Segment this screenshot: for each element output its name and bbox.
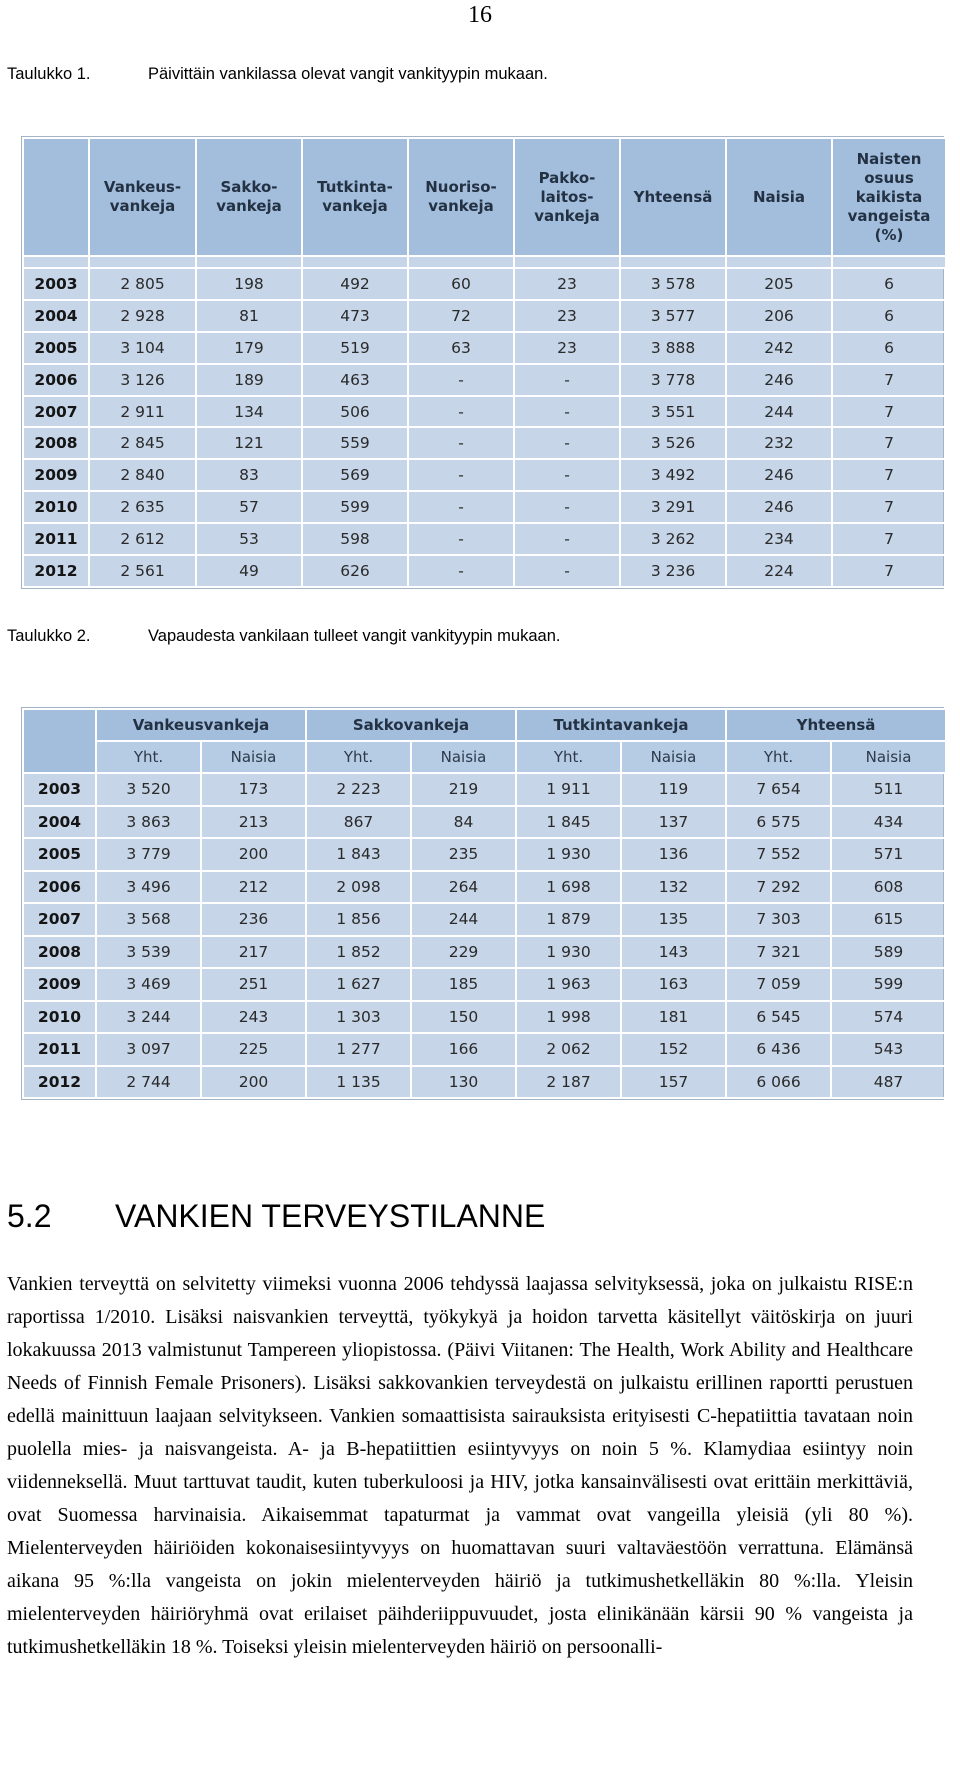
year-cell: 2010 [23, 491, 89, 523]
value-cell: 137 [621, 806, 726, 839]
value-cell: 63 [408, 332, 514, 364]
table-row [23, 773, 946, 806]
value-cell: 1 303 [306, 1001, 411, 1034]
value-cell: 2 911 [89, 396, 196, 428]
value-cell: 3 244 [96, 1001, 201, 1034]
table1-col-header: Naisia [726, 138, 832, 256]
value-cell: - [514, 555, 620, 587]
value-cell: 473 [302, 300, 408, 332]
value-cell: 181 [621, 1001, 726, 1034]
value-cell: 217 [201, 936, 306, 969]
value-cell: 7 [832, 555, 946, 587]
value-cell: 3 236 [620, 555, 726, 587]
value-cell: 599 [302, 491, 408, 523]
value-cell: - [514, 396, 620, 428]
table2-subheader: Yht. [96, 741, 201, 773]
value-cell: 3 539 [96, 936, 201, 969]
value-cell: 246 [726, 491, 832, 523]
value-cell: 608 [831, 871, 946, 904]
table1 [21, 136, 944, 589]
value-cell: - [408, 427, 514, 459]
section-body-text: Vankien terveyttä on selvitetty viimeksi vuonna 2006 tehdyssä laajassa selvityksessä, joka on julkaistu RISE:n raportissa 1/2010. Lisäksi naisvankien terveyttä, työkykyä ja hoidon tarvetta käsitellyt väitöskirja on juuri lokakuussa 2013 valmistunut Tampereen yliopistossa. (Päivi Viitanen: The Health, Work Ability and Healthcare Needs of Finnish Female Prisoners). Lisäksi sakkovankien terveydestä on julkaistu erillinen raportti perustuen edellä mainittuun laajaan selvitykseen. Vankien somaattisista sairauksista erityisesti C-hepatiittia tavataan noin puolella mies- ja naisvangeista. A- ja B-hepatiittien esiintyvyys on noin 5 %. Klamydiaa esiintyy noin viidenneksellä. Muut tarttuvat taudit, kuten tuberkuloosi ja HIV, jotka kansainvälisesti ovat erittäin merkittäviä, ovat Suomessa harvinaisia. Aikaisemmat tapaturmat ja vammat ovat vangeilla yleisiä (yli 80 %). Mielenterveyden häiriöiden kokonaisesiintyvyys on huomattavan suuri valtaväestöön verrattuna. Elämänsä aikana 95 %:lla vangeista on jokin mielenterveyden häiriö ja tutkimushetkelläkin 80 %:lla. Yleisin mielenterveyden häiriöryhmä ovat erilaiset päihderiippuvuudet, josta elinikänään kärsii 90 % vangeista ja tutkimushetkelläkin 18 %. Toiseksi yleisin mielenterveyden häiriö on persoonalli- [7, 1273, 913, 1658]
section-heading [7, 1198, 545, 1235]
value-cell: 198 [196, 268, 302, 300]
value-cell: 264 [411, 871, 516, 904]
value-cell: 244 [411, 903, 516, 936]
value-cell: 185 [411, 968, 516, 1001]
value-cell: 224 [726, 555, 832, 587]
value-cell: 3 577 [620, 300, 726, 332]
value-cell: 3 097 [96, 1033, 201, 1066]
value-cell: 152 [621, 1033, 726, 1066]
value-cell: 1 998 [516, 1001, 621, 1034]
value-cell: 6 [832, 268, 946, 300]
value-cell: 83 [196, 459, 302, 491]
table1-col-header: Nuoriso-vankeja [408, 138, 514, 256]
table-row [23, 332, 946, 364]
value-cell: 2 635 [89, 491, 196, 523]
table2-subheader: Naisia [621, 741, 726, 773]
table2-caption-text: Vapaudesta vankilaan tulleet vangit vankityypin mukaan. [148, 627, 561, 645]
value-cell: 463 [302, 364, 408, 396]
value-cell: 2 612 [89, 523, 196, 555]
value-cell: 1 879 [516, 903, 621, 936]
year-cell: 2009 [23, 968, 96, 1001]
table-row [23, 459, 946, 491]
value-cell: 3 520 [96, 773, 201, 806]
table2-subheader: Yht. [306, 741, 411, 773]
table1-grid [22, 137, 947, 588]
year-cell: 2004 [23, 806, 96, 839]
value-cell: 84 [411, 806, 516, 839]
value-cell: 49 [196, 555, 302, 587]
year-cell: 2006 [23, 364, 89, 396]
value-cell: - [514, 491, 620, 523]
value-cell: - [408, 459, 514, 491]
value-cell: 3 888 [620, 332, 726, 364]
table2-subheader: Naisia [411, 741, 516, 773]
table-row [23, 300, 946, 332]
table2-group-header: Vankeusvankeja [96, 709, 306, 741]
value-cell: 1 277 [306, 1033, 411, 1066]
value-cell: 23 [514, 332, 620, 364]
value-cell: 2 223 [306, 773, 411, 806]
value-cell: 243 [201, 1001, 306, 1034]
value-cell: 3 779 [96, 838, 201, 871]
value-cell: 571 [831, 838, 946, 871]
table2-subheader: Yht. [516, 741, 621, 773]
value-cell: 7 059 [726, 968, 831, 1001]
table-row [23, 1001, 946, 1034]
table2-subheader: Yht. [726, 741, 831, 773]
year-cell: 2007 [23, 396, 89, 428]
value-cell: 189 [196, 364, 302, 396]
value-cell: 229 [411, 936, 516, 969]
value-cell: 2 187 [516, 1066, 621, 1099]
value-cell: 23 [514, 300, 620, 332]
year-cell: 2012 [23, 555, 89, 587]
value-cell: 598 [302, 523, 408, 555]
value-cell: 235 [411, 838, 516, 871]
year-cell: 2012 [23, 1066, 96, 1099]
year-cell: 2006 [23, 871, 96, 904]
value-cell: 246 [726, 459, 832, 491]
table-row [23, 1033, 946, 1066]
value-cell: 492 [302, 268, 408, 300]
value-cell: 23 [514, 268, 620, 300]
value-cell: 7 [832, 459, 946, 491]
table2-group-row [23, 709, 946, 741]
table1-col-header: Naisten osuus kaikista vangeista (%) [832, 138, 946, 256]
value-cell: 2 845 [89, 427, 196, 459]
value-cell: 589 [831, 936, 946, 969]
value-cell: 543 [831, 1033, 946, 1066]
table1-col-header: Vankeus-vankeja [89, 138, 196, 256]
table2-caption [7, 627, 560, 646]
table1-col-header: Tutkinta-vankeja [302, 138, 408, 256]
section-title: VANKIEN TERVEYSTILANNE [115, 1198, 546, 1234]
table2-grid [22, 708, 947, 1099]
value-cell: 7 [832, 364, 946, 396]
table2 [21, 707, 944, 1100]
table1-caption [7, 65, 548, 84]
table-row [23, 871, 946, 904]
value-cell: - [514, 459, 620, 491]
value-cell: 519 [302, 332, 408, 364]
value-cell: 6 066 [726, 1066, 831, 1099]
value-cell: 53 [196, 523, 302, 555]
table-row [23, 268, 946, 300]
value-cell: 225 [201, 1033, 306, 1066]
value-cell: 1 911 [516, 773, 621, 806]
table1-col-header: Sakko-vankeja [196, 138, 302, 256]
value-cell: 1 627 [306, 968, 411, 1001]
value-cell: 60 [408, 268, 514, 300]
year-cell: 2005 [23, 838, 96, 871]
table-row [23, 396, 946, 428]
value-cell: 2 928 [89, 300, 196, 332]
table2-subheader: Naisia [201, 741, 306, 773]
value-cell: 157 [621, 1066, 726, 1099]
value-cell: 72 [408, 300, 514, 332]
section-number: 5.2 [7, 1198, 52, 1234]
value-cell: 559 [302, 427, 408, 459]
table1-spacer [23, 256, 946, 268]
value-cell: 2 805 [89, 268, 196, 300]
year-cell: 2005 [23, 332, 89, 364]
value-cell: 119 [621, 773, 726, 806]
value-cell: 7 292 [726, 871, 831, 904]
value-cell: 487 [831, 1066, 946, 1099]
value-cell: 867 [306, 806, 411, 839]
table2-group-header: Yhteensä [726, 709, 946, 741]
value-cell: 511 [831, 773, 946, 806]
value-cell: 234 [726, 523, 832, 555]
table1-corner [23, 138, 89, 256]
value-cell: 163 [621, 968, 726, 1001]
page-number: 16 [468, 2, 492, 28]
year-cell: 2008 [23, 936, 96, 969]
value-cell: 3 492 [620, 459, 726, 491]
value-cell: 213 [201, 806, 306, 839]
value-cell: 132 [621, 871, 726, 904]
year-cell: 2011 [23, 523, 89, 555]
value-cell: 205 [726, 268, 832, 300]
value-cell: 7 [832, 427, 946, 459]
value-cell: 166 [411, 1033, 516, 1066]
table-row [23, 806, 946, 839]
value-cell: - [408, 364, 514, 396]
table-row [23, 1066, 946, 1099]
table-row [23, 555, 946, 587]
value-cell: 6 436 [726, 1033, 831, 1066]
year-cell: 2008 [23, 427, 89, 459]
year-cell: 2004 [23, 300, 89, 332]
value-cell: - [408, 555, 514, 587]
value-cell: 7 654 [726, 773, 831, 806]
value-cell: 1 852 [306, 936, 411, 969]
value-cell: 3 863 [96, 806, 201, 839]
table-row [23, 491, 946, 523]
value-cell: 7 321 [726, 936, 831, 969]
value-cell: 242 [726, 332, 832, 364]
value-cell: 57 [196, 491, 302, 523]
value-cell: 246 [726, 364, 832, 396]
table2-subheader-row [23, 741, 946, 773]
year-cell: 2003 [23, 773, 96, 806]
value-cell: 7 [832, 396, 946, 428]
value-cell: 626 [302, 555, 408, 587]
table2-group-header: Tutkintavankeja [516, 709, 726, 741]
value-cell: 7 [832, 491, 946, 523]
value-cell: 2 098 [306, 871, 411, 904]
value-cell: 3 291 [620, 491, 726, 523]
table2-body [23, 773, 946, 1098]
table1-body [23, 256, 946, 587]
value-cell: 136 [621, 838, 726, 871]
value-cell: 219 [411, 773, 516, 806]
value-cell: 2 840 [89, 459, 196, 491]
table-row [23, 936, 946, 969]
value-cell: 3 778 [620, 364, 726, 396]
value-cell: 569 [302, 459, 408, 491]
year-cell: 2009 [23, 459, 89, 491]
value-cell: 3 262 [620, 523, 726, 555]
value-cell: - [408, 396, 514, 428]
table1-col-header: Pakko-laitos-vankeja [514, 138, 620, 256]
value-cell: 3 496 [96, 871, 201, 904]
table1-label: Taulukko 1. [7, 65, 91, 83]
value-cell: - [514, 364, 620, 396]
value-cell: 3 551 [620, 396, 726, 428]
value-cell: 121 [196, 427, 302, 459]
value-cell: 1 930 [516, 936, 621, 969]
year-cell: 2007 [23, 903, 96, 936]
value-cell: 506 [302, 396, 408, 428]
year-cell: 2011 [23, 1033, 96, 1066]
value-cell: 7 [832, 523, 946, 555]
table2-group-header: Sakkovankeja [306, 709, 516, 741]
value-cell: 1 135 [306, 1066, 411, 1099]
value-cell: 173 [201, 773, 306, 806]
table-row [23, 523, 946, 555]
table-row [23, 364, 946, 396]
value-cell: 81 [196, 300, 302, 332]
value-cell: - [408, 523, 514, 555]
value-cell: 134 [196, 396, 302, 428]
value-cell: 200 [201, 838, 306, 871]
value-cell: 2 744 [96, 1066, 201, 1099]
value-cell: 236 [201, 903, 306, 936]
table1-header-row [23, 138, 946, 256]
value-cell: 143 [621, 936, 726, 969]
value-cell: 130 [411, 1066, 516, 1099]
table-row [23, 838, 946, 871]
table2-corner [23, 709, 96, 773]
table-row [23, 903, 946, 936]
table2-label: Taulukko 2. [7, 627, 91, 645]
value-cell: - [514, 427, 620, 459]
value-cell: 3 568 [96, 903, 201, 936]
value-cell: 251 [201, 968, 306, 1001]
value-cell: 3 126 [89, 364, 196, 396]
table-row [23, 427, 946, 459]
year-cell: 2003 [23, 268, 89, 300]
value-cell: - [408, 491, 514, 523]
table1-col-header: Yhteensä [620, 138, 726, 256]
value-cell: 244 [726, 396, 832, 428]
table1-caption-text: Päivittäin vankilassa olevat vangit vankityypin mukaan. [148, 65, 548, 83]
value-cell: 150 [411, 1001, 516, 1034]
value-cell: 1 698 [516, 871, 621, 904]
value-cell: 6 [832, 332, 946, 364]
value-cell: 2 062 [516, 1033, 621, 1066]
value-cell: 179 [196, 332, 302, 364]
value-cell: 206 [726, 300, 832, 332]
value-cell: 599 [831, 968, 946, 1001]
value-cell: 1 963 [516, 968, 621, 1001]
value-cell: 6 [832, 300, 946, 332]
value-cell: 1 843 [306, 838, 411, 871]
value-cell: 6 575 [726, 806, 831, 839]
value-cell: 6 545 [726, 1001, 831, 1034]
value-cell: 1 845 [516, 806, 621, 839]
value-cell: 7 303 [726, 903, 831, 936]
value-cell: 2 561 [89, 555, 196, 587]
table-row [23, 968, 946, 1001]
value-cell: 7 552 [726, 838, 831, 871]
value-cell: 3 104 [89, 332, 196, 364]
value-cell: 434 [831, 806, 946, 839]
year-cell: 2010 [23, 1001, 96, 1034]
value-cell: 615 [831, 903, 946, 936]
value-cell: 3 469 [96, 968, 201, 1001]
value-cell: 574 [831, 1001, 946, 1034]
value-cell: 3 578 [620, 268, 726, 300]
value-cell: 200 [201, 1066, 306, 1099]
value-cell: 232 [726, 427, 832, 459]
value-cell: 212 [201, 871, 306, 904]
value-cell: 135 [621, 903, 726, 936]
table2-subheader: Naisia [831, 741, 946, 773]
value-cell: 1 856 [306, 903, 411, 936]
value-cell: - [514, 523, 620, 555]
value-cell: 3 526 [620, 427, 726, 459]
value-cell: 1 930 [516, 838, 621, 871]
